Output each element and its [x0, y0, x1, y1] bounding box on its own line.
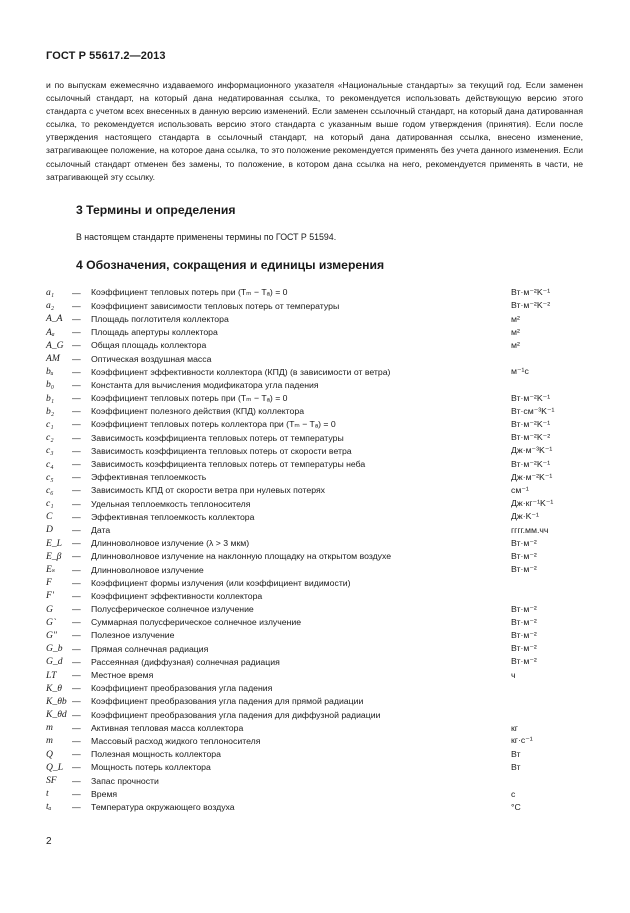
term-unit: кг·с⁻¹ — [511, 735, 533, 746]
term-dash: — — [72, 630, 81, 641]
term-description: Полезное излучение — [91, 630, 175, 641]
term-dash: — — [72, 300, 81, 311]
term-row — [46, 537, 586, 550]
term-row — [46, 365, 586, 378]
term-symbol: a₂ — [46, 300, 55, 312]
term-description: Коэффициент эффективности коллектора — [91, 590, 263, 601]
term-unit: Вт·м⁻² — [511, 550, 537, 561]
term-symbol: tₐ — [46, 801, 52, 813]
term-symbol: K_θ — [46, 682, 62, 694]
term-unit: Вт·м⁻² — [511, 603, 537, 614]
term-dash: — — [72, 788, 81, 799]
term-description: Общая площадь коллектора — [91, 340, 207, 351]
term-description: Полезная мощность коллектора — [91, 749, 221, 760]
term-symbol: c₄ — [46, 458, 54, 470]
term-row — [46, 352, 586, 365]
term-symbol: b₂ — [46, 405, 55, 417]
term-row — [46, 312, 586, 325]
term-description: Массовый расход жидкого теплоносителя — [91, 735, 261, 746]
term-row — [46, 721, 586, 734]
term-dash: — — [72, 696, 81, 707]
term-dash: — — [72, 564, 81, 575]
term-unit: °С — [511, 801, 521, 812]
term-dash: — — [72, 287, 81, 298]
term-row — [46, 629, 586, 642]
term-description: Коэффициент формы излучения (или коэффициент видимости) — [91, 577, 351, 588]
term-row — [46, 800, 586, 813]
term-row — [46, 378, 586, 391]
term-unit: Дж·м⁻³K⁻¹ — [511, 445, 553, 456]
term-symbol: c₅ — [46, 471, 54, 483]
term-symbol: C — [46, 511, 53, 523]
term-row — [46, 603, 586, 616]
term-row — [46, 392, 586, 405]
term-dash: — — [72, 670, 81, 681]
term-dash: — — [72, 656, 81, 667]
term-dash: — — [72, 419, 81, 430]
term-dash: — — [72, 511, 81, 522]
term-symbol: K_θd — [46, 709, 67, 721]
term-symbol: Q_L — [46, 761, 64, 773]
term-description: Коэффициент преобразования угла падения для диффузной радиации — [91, 709, 381, 720]
term-dash: — — [72, 617, 81, 628]
term-row — [46, 708, 586, 721]
term-symbol: c₆ — [46, 484, 54, 496]
term-dash: — — [72, 393, 81, 404]
term-dash: — — [72, 538, 81, 549]
term-description: Длинноволновое излучение на наклонную площадку на открытом воздухе — [91, 551, 392, 562]
term-symbol: G_d — [46, 656, 63, 668]
term-unit: Вт·м⁻² — [511, 616, 537, 627]
term-description: Время — [91, 788, 118, 799]
term-dash: — — [72, 683, 81, 694]
term-description: Коэффициент полезного действия (КПД) коллектора — [91, 406, 305, 417]
term-dash: — — [72, 551, 81, 562]
term-unit: м⁻¹с — [511, 366, 529, 377]
term-description: Полусферическое солнечное излучение — [91, 604, 254, 615]
term-symbol: Q — [46, 748, 53, 760]
term-unit: ч — [511, 670, 516, 681]
term-dash: — — [72, 327, 81, 338]
term-symbol: m — [46, 722, 53, 734]
term-dash: — — [72, 432, 81, 443]
term-dash: — — [72, 801, 81, 812]
term-unit: м² — [511, 340, 520, 351]
term-symbol: a₁ — [46, 287, 55, 299]
term-symbol: m — [46, 735, 53, 747]
term-unit: Вт·м⁻²K⁻¹ — [511, 287, 551, 298]
term-dash: — — [72, 459, 81, 470]
term-symbol: LT — [46, 669, 57, 681]
term-unit: Дж·K⁻¹ — [511, 511, 539, 522]
term-row — [46, 339, 586, 352]
term-row — [46, 523, 586, 536]
term-dash: — — [72, 590, 81, 601]
term-unit: см⁻¹ — [511, 484, 529, 495]
term-symbol: K_θb — [46, 695, 67, 707]
term-symbol: E_β — [46, 550, 62, 562]
term-row — [46, 616, 586, 629]
term-symbol: A_G — [46, 339, 64, 351]
term-row — [46, 589, 586, 602]
term-row — [46, 642, 586, 655]
term-description: Коэффициент преобразования угла падения — [91, 683, 273, 694]
term-dash: — — [72, 524, 81, 535]
term-dash: — — [72, 709, 81, 720]
term-description: Коэффициент тепловых потерь при (Tₘ − Tₐ) = 0 — [91, 392, 288, 403]
term-description: Эффективная теплоемкость — [91, 472, 207, 483]
section-3-title: 3 Термины и определения — [76, 203, 236, 217]
term-description: Активная тепловая масса коллектора — [91, 722, 244, 733]
term-dash: — — [72, 749, 81, 760]
term-row — [46, 471, 586, 484]
term-symbol: G` — [46, 616, 57, 628]
term-description: Суммарная полусферическое солнечное излучение — [91, 617, 302, 628]
term-description: Прямая солнечная радиация — [91, 643, 209, 654]
term-dash: — — [72, 472, 81, 483]
term-unit: Дж·м⁻²K⁻¹ — [511, 471, 553, 482]
intro-text: и по выпускам ежемесячно издаваемого информационного указателя «Национальные стандарты» за текущий год. Если заменен ссылочный стандарт, на который дана недатированная ссылка, то рекомендуется использовать действующую версию этого стандарта с учетом всех внесенных в данную версию изменений. Если заменен ссылочный стандарт, на который дана датированная ссылка, то рекомендуется использовать версию этого стандарта с указанным выше годом утверждения (принятия). Если после утверждения настоящего стандарта в ссылочный стандарт, на который дана датированная ссылка, внесено изменение, затрагивающее положение, на которое дана ссылка, то это положение рекомендуется применять без учета данного изменения. Если ссылочный стандарт отменен без замены, то положение, в котором дана ссылка на него, рекомендуется применять в части, не затрагивающей эту ссылку. — [46, 80, 583, 182]
term-symbol: Eₛ — [46, 564, 56, 576]
term-unit: Вт·м⁻²K⁻² — [511, 432, 551, 443]
term-description: Длинноволновое излучение (λ > 3 мкм) — [91, 538, 250, 549]
term-row — [46, 299, 586, 312]
term-description: Коэффициент преобразования угла падения для прямой радиации — [91, 696, 364, 707]
term-description: Зависимость коэффициента тепловых потерь от температуры неба — [91, 459, 366, 470]
term-row — [46, 510, 586, 523]
terms-list — [46, 286, 586, 814]
term-symbol: F' — [46, 590, 54, 602]
term-row — [46, 774, 586, 787]
term-row — [46, 418, 586, 431]
term-symbol: G" — [46, 629, 57, 641]
term-description: Эффективная теплоемкость коллектора — [91, 511, 255, 522]
term-dash: — — [72, 485, 81, 496]
term-row — [46, 748, 586, 761]
term-description: Оптическая воздушная масса — [91, 353, 212, 364]
term-unit: Вт·м⁻²K⁻¹ — [511, 418, 551, 429]
term-symbol: c₁ — [46, 498, 54, 510]
term-description: Коэффициент тепловых потерь коллектора при (Tₘ − Tₐ) = 0 — [91, 418, 336, 429]
term-description: Длинноволновое излучение — [91, 564, 204, 575]
term-dash: — — [72, 762, 81, 773]
term-symbol: Aₐ — [46, 326, 55, 338]
term-dash: — — [72, 366, 81, 377]
term-dash: — — [72, 722, 81, 733]
term-row — [46, 444, 586, 457]
term-dash: — — [72, 379, 81, 390]
term-unit: м² — [511, 327, 520, 338]
term-description: Коэффициент тепловых потерь при (Tₘ − Tₐ) = 0 — [91, 287, 288, 298]
term-symbol: A_A — [46, 313, 63, 325]
term-symbol: c₁ — [46, 418, 54, 430]
term-dash: — — [72, 775, 81, 786]
term-unit: Вт·м⁻² — [511, 537, 537, 548]
term-dash: — — [72, 313, 81, 324]
term-row — [46, 761, 586, 774]
term-dash: — — [72, 353, 81, 364]
term-description: Площадь апертуры коллектора — [91, 327, 218, 338]
term-symbol: E_L — [46, 537, 62, 549]
term-row — [46, 457, 586, 470]
term-description: Местное время — [91, 670, 154, 681]
term-description: Дата — [91, 524, 111, 535]
term-unit: Вт·м⁻²K⁻² — [511, 300, 551, 311]
term-symbol: D — [46, 524, 53, 536]
section-4-title: 4 Обозначения, сокращения и единицы измерения — [76, 258, 385, 272]
term-dash: — — [72, 604, 81, 615]
term-unit: м² — [511, 313, 520, 324]
term-row — [46, 550, 586, 563]
term-symbol: F — [46, 577, 52, 589]
term-dash: — — [72, 577, 81, 588]
term-unit: Вт·м⁻² — [511, 629, 537, 640]
term-description: Константа для вычисления модификатора угла падения — [91, 379, 319, 390]
term-row — [46, 682, 586, 695]
term-unit: Вт·м⁻² — [511, 643, 537, 654]
term-symbol: c₃ — [46, 445, 54, 457]
term-symbol: AM — [46, 353, 60, 365]
term-dash: — — [72, 445, 81, 456]
term-symbol: c₂ — [46, 432, 54, 444]
standard-header: ГОСТ Р 55617.2—2013 — [46, 50, 166, 62]
term-symbol: G — [46, 603, 53, 615]
term-unit: Вт — [511, 749, 521, 760]
term-dash: — — [72, 340, 81, 351]
term-unit: Вт·м⁻² — [511, 564, 537, 575]
page-number: 2 — [46, 836, 52, 847]
term-description: Зависимость коэффициента тепловых потерь от скорости ветра — [91, 445, 352, 456]
term-row — [46, 326, 586, 339]
intro-paragraph — [46, 79, 583, 184]
term-row — [46, 734, 586, 747]
term-row — [46, 695, 586, 708]
term-row — [46, 668, 586, 681]
term-unit: Вт — [511, 762, 521, 773]
term-dash: — — [72, 643, 81, 654]
term-dash: — — [72, 498, 81, 509]
term-unit: Вт·м⁻² — [511, 656, 537, 667]
term-description: Зависимость коэффициента тепловых потерь от температуры — [91, 432, 344, 443]
term-symbol: G_b — [46, 643, 63, 655]
section-3-text: В настоящем стандарте применены термины по ГОСТ Р 51594. — [76, 232, 337, 242]
term-row — [46, 484, 586, 497]
term-dash: — — [72, 735, 81, 746]
term-unit: Вт·м⁻²K⁻¹ — [511, 458, 551, 469]
term-row — [46, 787, 586, 800]
term-row — [46, 576, 586, 589]
term-description: Площадь поглотителя коллектора — [91, 313, 229, 324]
term-unit: с — [511, 788, 516, 799]
term-unit: Вт·см⁻³K⁻¹ — [511, 405, 555, 416]
term-description: Запас прочности — [91, 775, 159, 786]
term-row — [46, 497, 586, 510]
term-unit: Дж·кг⁻¹K⁻¹ — [511, 498, 554, 509]
term-description: Коэффициент эффективности коллектора (КПД) (в зависимости от ветра) — [91, 366, 391, 377]
term-description: Мощность потерь коллектора — [91, 762, 211, 773]
term-dash: — — [72, 406, 81, 417]
term-unit: гггг.мм.чч — [511, 524, 549, 535]
term-row — [46, 431, 586, 444]
term-row — [46, 405, 586, 418]
term-row — [46, 286, 586, 299]
term-row — [46, 563, 586, 576]
term-unit: кг — [511, 722, 518, 733]
term-symbol: t — [46, 788, 49, 800]
term-description: Рассеянная (диффузная) солнечная радиация — [91, 656, 280, 667]
term-symbol: b₁ — [46, 392, 55, 404]
term-symbol: bᵤ — [46, 366, 54, 378]
term-description: Зависимость КПД от скорости ветра при нулевых потерях — [91, 485, 325, 496]
term-row — [46, 655, 586, 668]
term-description: Коэффициент зависимости тепловых потерь от температуры — [91, 300, 340, 311]
term-symbol: SF — [46, 775, 57, 787]
term-description: Температура окружающего воздуха — [91, 801, 235, 812]
term-description: Удельная теплоемкость теплоносителя — [91, 498, 251, 509]
term-symbol: b₀ — [46, 379, 55, 391]
term-unit: Вт·м⁻²K⁻¹ — [511, 392, 551, 403]
